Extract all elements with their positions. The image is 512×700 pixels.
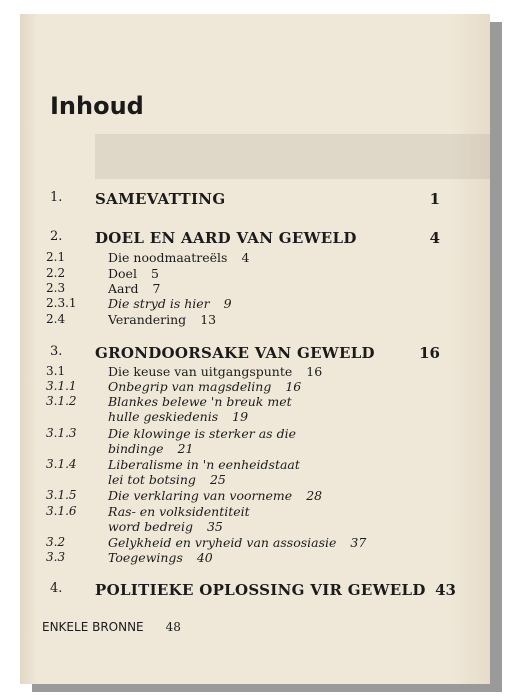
section-title: POLITIEKE OPLOSSING VIR GEWELD (95, 581, 426, 599)
item-text: Doel (108, 266, 137, 281)
item-text: Blankes belewe 'n breuk met hulle geskiedenis (108, 394, 292, 424)
item-title (108, 281, 160, 296)
item-text: Onbegrip van magsdeling (108, 379, 272, 394)
item-page: 13 (200, 312, 217, 327)
section-title: GRONDOORSAKE VAN GEWELD (95, 344, 375, 362)
item-text: Toegewings (108, 550, 183, 565)
item-page: 28 (306, 488, 323, 503)
item-number: 3.2 (46, 535, 66, 549)
item-text: Aard (108, 281, 139, 296)
item-number: 3.1.3 (46, 426, 77, 440)
section-page: 4 (429, 229, 440, 247)
item-text: Gelykheid en vryheid van assosiasie (108, 535, 337, 550)
item-title (108, 457, 313, 487)
item-text: Die klowinge is sterker as die bindinge (108, 426, 296, 456)
sources-page: 48 (165, 620, 181, 634)
item-number: 3.1.1 (46, 379, 77, 393)
item-page: 35 (206, 519, 223, 534)
item-text: Die noodmaatreëls (108, 250, 228, 265)
section-number: 2. (50, 229, 63, 244)
item-title (108, 550, 213, 565)
item-title (108, 312, 216, 327)
item-page: 16 (285, 379, 302, 394)
item-text: Verandering (108, 312, 187, 327)
item-number: 3.1 (46, 364, 66, 378)
item-number: 2.3.1 (46, 296, 77, 310)
item-title (108, 488, 322, 503)
item-page: 37 (350, 535, 367, 550)
item-title (108, 266, 159, 281)
table-of-contents (20, 14, 490, 684)
section-page: 43 (435, 581, 456, 599)
item-title (108, 364, 322, 379)
page-title: Inhoud (50, 92, 144, 120)
section-title: DOEL EN AARD VAN GEWELD (95, 229, 357, 247)
item-number: 2.4 (46, 312, 66, 326)
item-page: 21 (177, 441, 194, 456)
item-page: 19 (232, 409, 249, 424)
item-number: 3.1.4 (46, 457, 77, 471)
item-title (108, 250, 249, 265)
item-text: Die keuse van uitgangspunte (108, 364, 293, 379)
item-text: Liberalisme in 'n eenheidstaat lei tot botsing (108, 457, 300, 487)
item-page: 7 (152, 281, 161, 296)
section-title: SAMEVATTING (95, 190, 226, 208)
item-title (108, 426, 308, 456)
section-page: 16 (419, 344, 440, 362)
item-page: 4 (241, 250, 250, 265)
section-number: 4. (50, 581, 63, 596)
item-title (108, 296, 232, 311)
section-number: 3. (50, 344, 63, 359)
item-number: 3.3 (46, 550, 66, 564)
item-number: 3.1.2 (46, 394, 77, 408)
item-page: 5 (150, 266, 159, 281)
section-number: 1. (50, 190, 63, 205)
item-page: 16 (306, 364, 323, 379)
item-number: 3.1.5 (46, 488, 77, 502)
item-number: 2.1 (46, 250, 66, 264)
item-number: 2.2 (46, 266, 66, 280)
item-title (108, 394, 308, 424)
item-page: 25 (209, 472, 226, 487)
sources-title: ENKELE BRONNE (42, 620, 144, 634)
item-text: Die stryd is hier (108, 296, 210, 311)
sources-entry (42, 620, 181, 634)
section-page: 1 (429, 190, 440, 208)
item-text: Die verklaring van voorneme (108, 488, 293, 503)
item-title (108, 535, 366, 550)
item-title (108, 504, 268, 534)
item-number: 2.3 (46, 281, 66, 295)
book-page (20, 14, 490, 684)
item-text: Ras- en volksidentiteit word bedreig (108, 504, 250, 534)
item-page: 40 (196, 550, 213, 565)
item-page: 9 (223, 296, 232, 311)
item-title (108, 379, 301, 394)
item-number: 3.1.6 (46, 504, 77, 518)
